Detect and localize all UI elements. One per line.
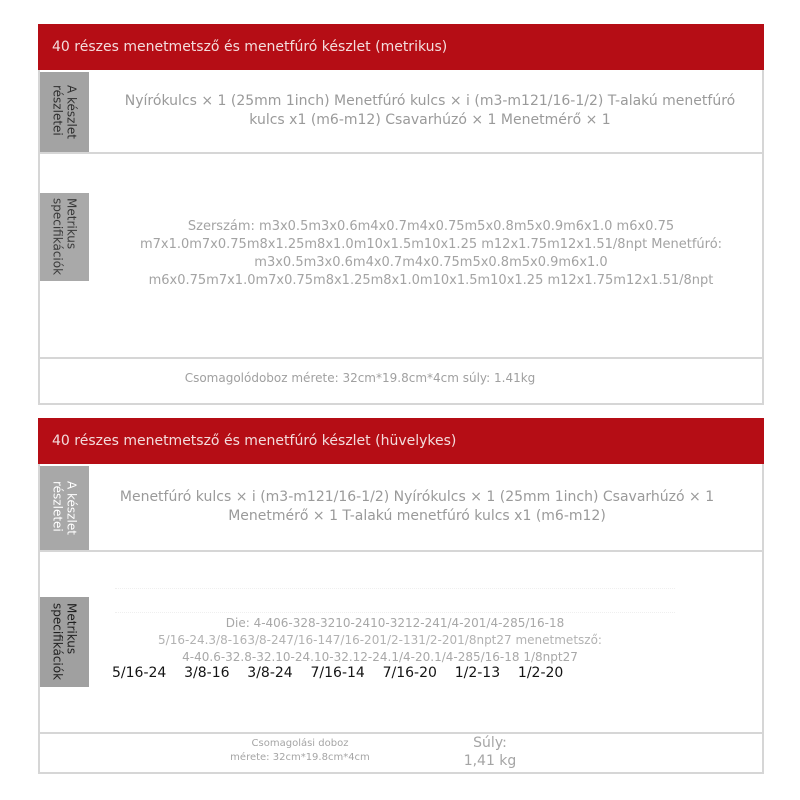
imperial-header-title: 40 részes menetmetsző és menetfúró készlet (hüvelykes) (52, 433, 457, 449)
metric-kit-details: Nyírókulcs × 1 (25mm 1inch) Menetfúró kulcs × i (m3-m121/16-1/2) T-alakú menetfúró kulcs x1 (m6-m12) Csavarhúzó × 1 Menetmérő × 1 (124, 93, 736, 128)
metric-spec-details: Szerszám: m3x0.5m3x0.6m4x0.7m4x0.75m5x0.8m5x0.9m6x1.0 m6x0.75 m7x1.0m7x0.75m8x1.25m8x1.0m10x1.5m10x1.25 m12x1.75m12x1.51/8npt Menetfúró: m3x0.5m3x0.6m4x0.7m4x0.75m5x0.8m5x0.9m6x1.0 m6x0.75m7x1.0m7x0.75m8x1.25m8x1.0m10x1.5m10x1.25 m12x1.75m12x1.51/8npt (139, 219, 723, 288)
imperial-kit-label (40, 466, 89, 550)
imperial-divider-1 (38, 550, 764, 552)
imperial-spec-line-4: 5/16-24 3/8-16 3/8-24 7/16-14 7/16-20 1/2-13 1/2-20 (112, 665, 564, 681)
imperial-divider-2 (38, 732, 764, 734)
imperial-weight-value: 1,41 kg (463, 753, 517, 769)
imperial-weight-label: Súly: (473, 735, 507, 751)
imperial-faint-line (115, 588, 675, 589)
metric-kit-label-text: A készlet részletei (50, 85, 79, 139)
imperial-kit-label-text: A készlet részletei (50, 481, 79, 535)
metric-kit-label (40, 72, 89, 152)
metric-divider-1 (38, 152, 764, 154)
imperial-spec-label-text: Metrikus specifikációk (50, 603, 79, 681)
imperial-spec-line-3: 4-40.6-32.8-32.10-24.10-32.12-24.1/4-20.1/4-285/16-18 1/8npt27 (182, 650, 578, 664)
imperial-spec-line-2: 5/16-24.3/8-163/8-247/16-147/16-201/2-131/2-201/8npt27 menetmetsző: (158, 633, 602, 647)
metric-spec-label (40, 193, 89, 281)
metric-divider-2 (38, 357, 764, 359)
imperial-spec-line-1: Die: 4-406-328-3210-2410-3212-241/4-201/4-285/16-18 (225, 616, 565, 630)
metric-package-info: Csomagolódoboz mérete: 32cm*19.8cm*4cm súly: 1.41kg (184, 371, 536, 385)
metric-header-title: 40 részes menetmetsző és menetfúró készlet (metrikus) (52, 39, 448, 55)
metric-spec-label-text: Metrikus specifikációk (50, 198, 79, 276)
imperial-header (38, 418, 764, 464)
metric-header (38, 24, 764, 70)
imperial-package-line-1: Csomagolási doboz (251, 738, 349, 749)
imperial-faint-line (115, 612, 675, 613)
imperial-spec-label (40, 597, 89, 687)
imperial-package-line-2: mérete: 32cm*19.8cm*4cm (230, 752, 370, 763)
imperial-kit-details: Menetfúró kulcs × i (m3-m121/16-1/2) Nyírókulcs × 1 (25mm 1inch) Csavarhúzó × 1 Menetmérő × 1 T-alakú menetfúró kulcs x1 (m6-m12) (119, 489, 715, 524)
